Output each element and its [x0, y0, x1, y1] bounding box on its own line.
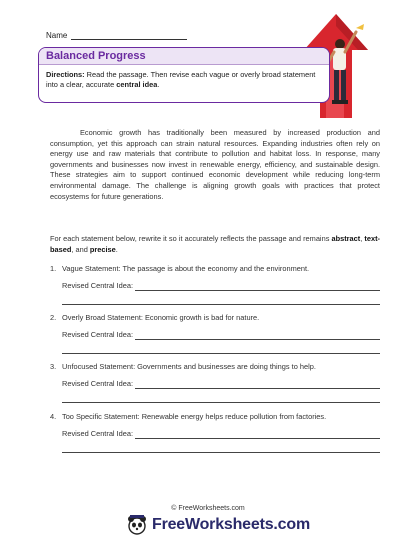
- question-number: 4.: [50, 412, 57, 421]
- answer-line[interactable]: [135, 281, 380, 291]
- footer-url[interactable]: © FreeWorksheets.com: [171, 505, 245, 512]
- instructions-sep1: ,: [360, 234, 365, 243]
- instructions: [50, 234, 380, 255]
- question-3: [50, 362, 380, 403]
- answer-line[interactable]: [135, 330, 380, 340]
- directions-end: .: [157, 80, 160, 89]
- revised-label: Revised Central Idea:: [62, 378, 134, 388]
- answer-line[interactable]: [135, 429, 380, 439]
- instructions-end: .: [115, 244, 118, 254]
- brand-worksheets: Worksheets: [185, 516, 274, 533]
- worksheet-title: Balanced Progress: [39, 48, 329, 65]
- directions-text: Read the passage. Then revise each vague or overly broad statement into a clear, accurate: [46, 70, 316, 89]
- question-4: [50, 412, 380, 453]
- answer-line-2[interactable]: [62, 439, 380, 453]
- panda-icon: [126, 514, 148, 536]
- question-1: [50, 264, 380, 305]
- question-statement: Too Specific Statement: Renewable energy helps reduce pollution from factories.: [62, 412, 327, 421]
- answer-line-2[interactable]: [62, 389, 380, 403]
- brand-free: Free: [152, 516, 185, 533]
- question-2: [50, 313, 380, 354]
- brand-logo-text: [152, 516, 310, 534]
- question-number: 1.: [50, 264, 57, 273]
- directions: [39, 65, 329, 90]
- question-number: 2.: [50, 313, 57, 322]
- revised-label: Revised Central Idea:: [62, 329, 134, 339]
- directions-keyword: central idea: [116, 80, 158, 89]
- answer-line-2[interactable]: [62, 291, 380, 305]
- keyword-precise: precise: [89, 244, 116, 254]
- question-statement: Unfocused Statement: Governments and businesses are doing things to help.: [62, 362, 316, 371]
- answer-line-2[interactable]: [62, 340, 380, 354]
- reading-passage: [50, 128, 380, 202]
- brand-com: .com: [273, 516, 310, 533]
- passage-paragraph: Economic growth has traditionally been measured by increased production and consumption, yet this approach can strain natural resources. Expanding industries often rely on energy use and raw materials that contribute to pollution and habitat loss. In response, many governments and businesses now invest in renewable energy, efficiency, and sustainable design. These strategies aim to support continued economic development while reducing long-term environmental damage. The challenge is aligning growth goals with practices that protect ecosystems for future generations.: [50, 128, 380, 201]
- keyword-abstract: abstract: [331, 234, 361, 243]
- instructions-sep2: , and: [71, 244, 90, 254]
- question-statement: Vague Statement: The passage is about the economy and the environment.: [62, 264, 310, 273]
- keyword-text-based: text-based: [50, 234, 381, 254]
- revised-label: Revised Central Idea:: [62, 280, 134, 290]
- revised-label: Revised Central Idea:: [62, 428, 134, 438]
- name-input-line[interactable]: [71, 30, 187, 40]
- instructions-lead: For each statement below, rewrite it so it accurately reflects the passage and remains: [50, 234, 332, 243]
- answer-line[interactable]: [135, 379, 380, 389]
- footer-brand[interactable]: [126, 514, 310, 536]
- name-field-row: [46, 30, 187, 40]
- directions-label: Directions:: [46, 70, 85, 79]
- title-box: [38, 47, 330, 103]
- name-label: Name: [46, 31, 68, 40]
- question-statement: Overly Broad Statement: Economic growth is bad for nature.: [62, 313, 260, 322]
- question-number: 3.: [50, 362, 57, 371]
